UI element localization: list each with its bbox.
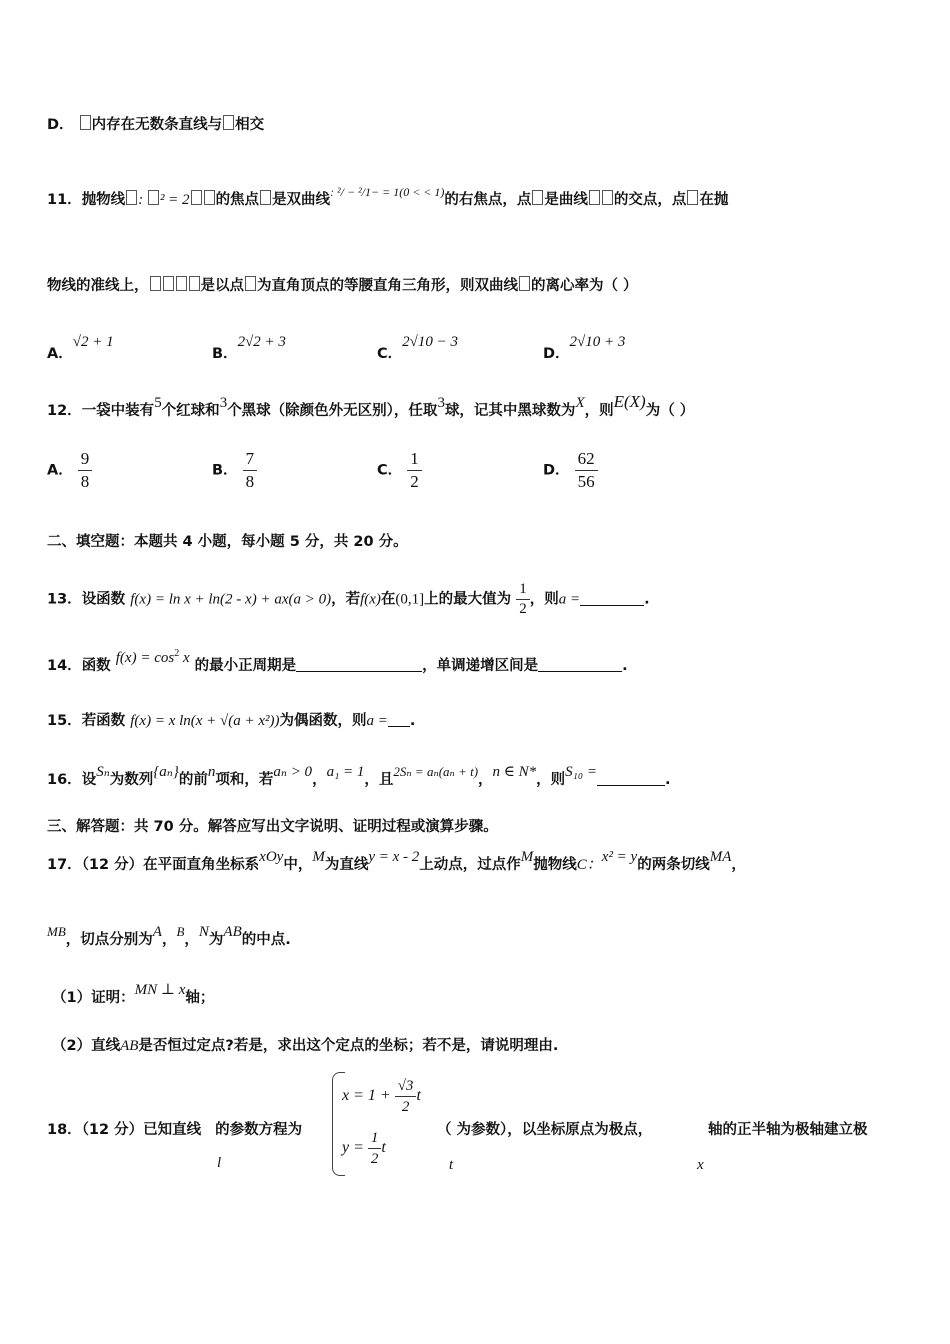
option-label: A． xyxy=(47,346,73,362)
answer-blank[interactable] xyxy=(597,771,665,786)
missing-glyph-icon xyxy=(245,276,256,291)
math: 3 xyxy=(437,395,445,411)
question-text: ，则 xyxy=(529,591,559,608)
q17-part-2 xyxy=(52,1036,558,1056)
option-value: √2 + 1 xyxy=(72,334,114,350)
question-text: 的右焦点，点 xyxy=(444,192,532,208)
q16-line: 16．设Sₙ为数列{aₙ}的前n项和，若aₙ > 0，a₁ = 1，且2Sₙ = aₙ(aₙ + t)，n ∈ N*，则S₁₀ = . xyxy=(47,764,671,788)
question-text: 为直线 xyxy=(324,857,369,873)
fraction: $\frac{7}{8}$ xyxy=(243,448,258,493)
math: (0,1] xyxy=(395,591,425,608)
q12-option-b xyxy=(212,448,257,493)
answer-blank[interactable] xyxy=(296,657,422,672)
answer-blank[interactable] xyxy=(538,657,622,672)
option-value: 2√10 + 3 xyxy=(569,334,626,350)
missing-glyph-icon xyxy=(602,190,613,205)
question-text: 抛物线 xyxy=(533,857,577,873)
math: AB xyxy=(120,1038,139,1054)
option-label: A． xyxy=(47,462,73,479)
question-text: ，则 xyxy=(584,403,614,419)
option-label: B． xyxy=(212,346,238,362)
question-text: 在抛 xyxy=(699,192,729,208)
math: 3 xyxy=(219,395,228,411)
math: AB xyxy=(223,924,242,940)
question-text: 的交点，点 xyxy=(613,192,687,208)
option-value: 2√10 − 3 xyxy=(402,334,459,350)
question-number: 18． xyxy=(47,1122,82,1138)
question-text: 是否恒过定点?若是，求出这个定点的坐标；若不是，请说明理由. xyxy=(138,1038,559,1054)
option-label: D． xyxy=(47,117,74,133)
q14-line xyxy=(47,648,628,676)
missing-glyph-icon xyxy=(80,115,91,130)
math-superscript: 2 xyxy=(174,648,180,659)
missing-glyph-icon xyxy=(191,190,202,205)
missing-glyph-icon xyxy=(176,276,187,291)
question-text: 的两条切线 xyxy=(637,857,710,873)
question-text: 上动点，过点作 xyxy=(419,857,521,873)
question-text: 设 xyxy=(81,772,97,788)
option-label: C． xyxy=(377,462,403,479)
fraction: $\frac{9}{8}$ xyxy=(78,448,93,493)
question-text: （1）证明： xyxy=(52,990,135,1006)
math: ² = 2 xyxy=(159,192,190,208)
question-text: 轴； xyxy=(185,990,215,1006)
q18-line xyxy=(47,1120,302,1140)
question-text: 在 xyxy=(380,591,396,608)
math: MB xyxy=(47,924,66,939)
option-text: 内存在无数条直线与 xyxy=(91,117,223,133)
math: x² = y xyxy=(601,849,638,865)
option-label: B． xyxy=(212,462,238,479)
question-number: 17． xyxy=(47,857,82,873)
question-number: 16． xyxy=(47,772,82,788)
option-value: 2√2 + 3 xyxy=(237,334,286,350)
math: x xyxy=(179,649,190,666)
question-text: 的最小正周期是 xyxy=(194,657,297,674)
math: Sₙ xyxy=(96,764,110,780)
math: n xyxy=(207,764,216,780)
math: : xyxy=(138,192,147,208)
missing-glyph-icon xyxy=(150,276,161,291)
q11-option-b xyxy=(212,330,286,362)
period: . xyxy=(664,772,671,788)
question-text: 若函数 xyxy=(81,713,126,729)
question-number: 15． xyxy=(47,713,82,729)
question-text: ，若 xyxy=(331,591,361,608)
math: M xyxy=(312,849,325,865)
math-hyperbola: : ²/ − ²/1− = 1(0 < < 1) xyxy=(330,185,445,199)
q11-line-2 xyxy=(47,276,638,296)
math: aₙ > 0 xyxy=(273,764,313,780)
missing-glyph-icon xyxy=(189,276,200,291)
var-x: x xyxy=(697,1157,704,1173)
comma: ， xyxy=(731,857,746,873)
fraction: $\frac{1}{2}$ xyxy=(407,448,422,493)
q12-option-a xyxy=(47,448,92,493)
fraction: $\frac{1}{2}$ xyxy=(516,580,530,619)
math: S₁₀ = xyxy=(565,764,597,780)
math: MA xyxy=(709,849,732,865)
math: N xyxy=(198,924,209,940)
math: X xyxy=(575,395,585,411)
period: . xyxy=(409,713,416,729)
question-text: 已知直线 xyxy=(143,1122,202,1138)
score: （12 分） xyxy=(81,1122,144,1138)
math: f(x) = x ln(x + √(a + x²)) xyxy=(130,713,280,729)
q17-line-2: MB，切点分别为A，B，N为AB的中点. xyxy=(47,924,291,948)
question-text: 个黑球（除颜色外无区别），任取 xyxy=(227,403,438,419)
math: a₁ = 1 xyxy=(326,764,365,780)
q11-option-d xyxy=(543,330,626,362)
option-text: 相交 xyxy=(235,117,265,133)
q11-option-a xyxy=(47,330,114,362)
question-text: 球，记其中黑球数为 xyxy=(444,403,576,419)
question-text: 为（ ） xyxy=(645,403,695,419)
missing-glyph-icon xyxy=(687,190,698,205)
question-text: ，单调递增区间是 xyxy=(422,657,539,674)
question-text: 在平面直角坐标系 xyxy=(143,857,260,873)
question-number: 14． xyxy=(47,657,82,674)
param-eq-y: y = $\frac{1}{2}$ t xyxy=(342,1130,386,1167)
math: f(x) = ln x + ln(2 - x) + ax(a > 0) xyxy=(130,591,332,608)
missing-glyph-icon xyxy=(519,276,530,291)
question-text: 抛物线 xyxy=(81,192,126,208)
question-text: 的参数方程为 xyxy=(215,1122,303,1138)
question-text: （2）直线 xyxy=(52,1038,121,1054)
question-text: 是曲线 xyxy=(544,192,588,208)
question-text: ，切点分别为 xyxy=(65,932,153,948)
math: y = x - 2 xyxy=(368,849,420,865)
math: xOy xyxy=(259,849,284,865)
question-text: 物线的准线上， xyxy=(47,278,149,294)
q12-line xyxy=(47,392,695,421)
answer-blank[interactable] xyxy=(580,591,644,606)
option-label: C． xyxy=(377,346,403,362)
math: E(X) xyxy=(613,392,646,411)
q12-option-d xyxy=(543,448,598,493)
question-number: 13． xyxy=(47,591,82,608)
section-heading: 三、解答题：共 70 分。解答应写出文字说明、证明过程或演算步骤。 xyxy=(47,819,498,835)
question-text: 个红球和 xyxy=(161,403,220,419)
section-heading: 二、填空题：本题共 4 小题，每小题 5 分，共 20 分。 xyxy=(47,534,408,550)
math: MN ⊥ x xyxy=(134,982,186,998)
question-text: 是以点 xyxy=(200,278,244,294)
prev-option-d xyxy=(47,115,264,135)
question-text: 设函数 xyxy=(81,591,126,608)
fraction: $\frac{62}{56}$ xyxy=(575,448,598,493)
q12-option-c xyxy=(377,448,422,493)
math: M xyxy=(520,849,534,865)
math: n ∈ N* xyxy=(492,764,537,780)
question-text: 中， xyxy=(283,857,313,873)
option-label: D． xyxy=(543,346,570,362)
question-number: 12． xyxy=(47,403,82,419)
math: a = xyxy=(558,591,581,608)
question-number: 11． xyxy=(47,192,82,208)
question-text: 的焦点 xyxy=(215,192,260,208)
missing-glyph-icon xyxy=(532,190,543,205)
missing-glyph-icon xyxy=(148,190,159,205)
q11-option-c xyxy=(377,330,459,362)
q18-line-end: 轴的正半轴为极轴建立极 xyxy=(708,1122,868,1138)
question-text: ，则 xyxy=(536,772,566,788)
question-text: 一袋中装有 xyxy=(81,403,155,419)
math: {aₙ} xyxy=(153,764,179,780)
missing-glyph-icon xyxy=(589,190,600,205)
q17-line-1 xyxy=(47,849,746,875)
math: f(x) xyxy=(360,591,381,608)
q15-line xyxy=(47,711,415,731)
score: （12 分） xyxy=(81,857,144,873)
math: A xyxy=(152,924,162,940)
math: 2Sₙ = aₙ(aₙ + t) xyxy=(393,764,479,779)
question-text: 为 xyxy=(208,932,224,948)
math: 5 xyxy=(154,395,162,411)
q13-line xyxy=(47,580,650,619)
answer-blank[interactable] xyxy=(388,712,410,727)
period: . xyxy=(644,591,650,608)
question-text: 上的最大值为 xyxy=(424,591,512,608)
missing-glyph-icon xyxy=(163,276,174,291)
question-text: 函数 xyxy=(81,657,111,674)
question-text: ，且 xyxy=(364,772,394,788)
question-text: 的离心率为（ ） xyxy=(531,278,638,294)
math: C： xyxy=(576,857,602,873)
missing-glyph-icon xyxy=(126,190,137,205)
q17-part-1 xyxy=(52,982,215,1008)
var-t: t xyxy=(449,1157,454,1173)
question-text: 为直角顶点的等腰直角三角形，则双曲线 xyxy=(257,278,518,294)
question-text: 项和，若 xyxy=(215,772,274,788)
missing-glyph-icon xyxy=(223,115,234,130)
question-text: 为数列 xyxy=(109,772,154,788)
missing-glyph-icon xyxy=(204,190,215,205)
q11-line-1 xyxy=(47,185,729,210)
math: f(x) = cos xyxy=(115,649,175,666)
q18-line-cont: （ 为参数），以坐标原点为极点， xyxy=(437,1122,653,1138)
math: B xyxy=(176,924,185,939)
var-l: l xyxy=(217,1155,222,1171)
question-text: 为偶函数，则 xyxy=(279,713,367,729)
period: . xyxy=(622,657,628,674)
param-eq-x: x = 1 + $\frac{√3}{2}$ t xyxy=(342,1078,421,1115)
option-label: D． xyxy=(543,462,570,479)
question-text: 的前 xyxy=(178,772,208,788)
question-text: 的中点. xyxy=(241,932,291,948)
question-text: 是双曲线 xyxy=(272,192,331,208)
math: a = xyxy=(366,713,388,729)
missing-glyph-icon xyxy=(260,190,271,205)
